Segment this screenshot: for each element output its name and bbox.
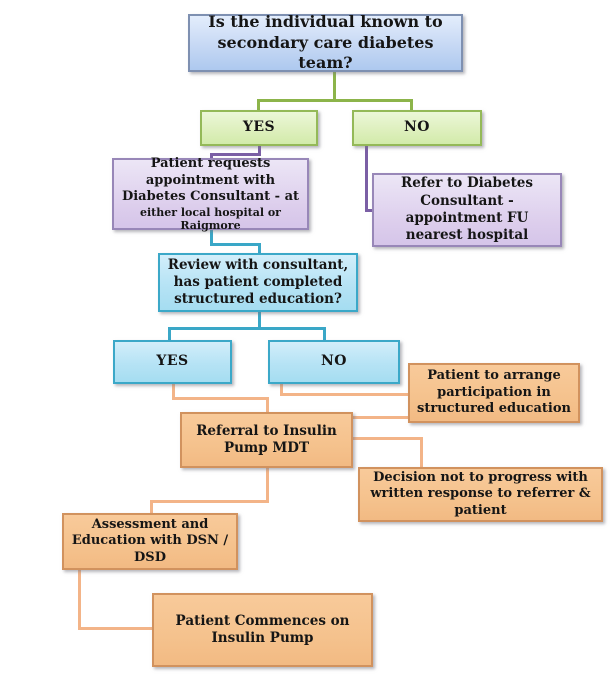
node-request-appointment-label: Patient requests appointment with Diabetes Consultant - at xyxy=(121,155,300,205)
edge-no2-into-arrange xyxy=(280,393,408,396)
edge-yes2-across xyxy=(172,397,269,400)
node-refer-consultant xyxy=(372,173,562,247)
edge-mdt-across-left xyxy=(150,500,269,503)
node-pump-mdt-label: Referral to Insulin Pump MDT xyxy=(196,422,337,456)
edge-assessment-into-commence xyxy=(78,627,153,630)
node-no-branch-2 xyxy=(268,340,400,384)
edge-mdt-into-decision xyxy=(420,437,423,467)
node-pump-mdt xyxy=(180,412,353,468)
node-assessment-education xyxy=(62,513,238,570)
node-root-question xyxy=(188,14,463,72)
node-decision-no-progress xyxy=(358,467,603,522)
node-decision-no-progress-label: Decision not to progress with written response to referrer & patient xyxy=(370,469,591,518)
edge-mdt-to-arrange xyxy=(353,416,408,419)
edge-root-split xyxy=(257,99,413,102)
edge-root-stem xyxy=(333,72,336,102)
edge-review-to-no2 xyxy=(323,327,326,341)
node-review-consultant xyxy=(158,253,358,312)
edge-no1-down xyxy=(365,145,368,212)
edge-request-across xyxy=(210,243,261,246)
node-arrange-education xyxy=(408,363,580,423)
edge-review-split xyxy=(168,327,326,330)
edge-yes2-into-mdt xyxy=(266,397,269,413)
node-yes-branch-2 xyxy=(113,340,232,384)
node-request-appointment-sublabel: either local hospital or Raigmore xyxy=(140,205,281,232)
node-yes-branch-1-label: YES xyxy=(242,119,276,136)
node-review-consultant-label: Review with consultant, has patient completed structured education? xyxy=(167,256,349,308)
edge-review-to-yes2 xyxy=(168,327,171,341)
node-no-branch-2-label: NO xyxy=(321,353,347,370)
node-yes-branch-2-label: YES xyxy=(156,353,189,370)
node-no-branch-1-label: NO xyxy=(404,119,430,136)
node-commence-pump-label: Patient Commences on Insulin Pump xyxy=(175,612,350,646)
node-assessment-education-label: Assessment and Education with DSN / DSD xyxy=(71,516,229,565)
edge-mdt-down xyxy=(266,468,269,503)
node-yes-branch-1 xyxy=(200,110,318,146)
node-request-appointment xyxy=(112,155,309,232)
node-refer-consultant-label: Refer to Diabetes Consultant - appointment FU nearest hospital xyxy=(401,175,533,244)
node-root-question-label: Is the individual known to secondary care diabetes team? xyxy=(208,12,443,73)
node-arrange-education-label: Patient to arrange participation in structured education xyxy=(417,368,571,417)
edge-mdt-into-assessment xyxy=(150,500,153,514)
node-no-branch-1 xyxy=(352,110,482,146)
edge-assessment-down xyxy=(78,570,81,630)
node-commence-pump xyxy=(152,593,373,667)
edge-mdt-across-right xyxy=(353,437,423,440)
